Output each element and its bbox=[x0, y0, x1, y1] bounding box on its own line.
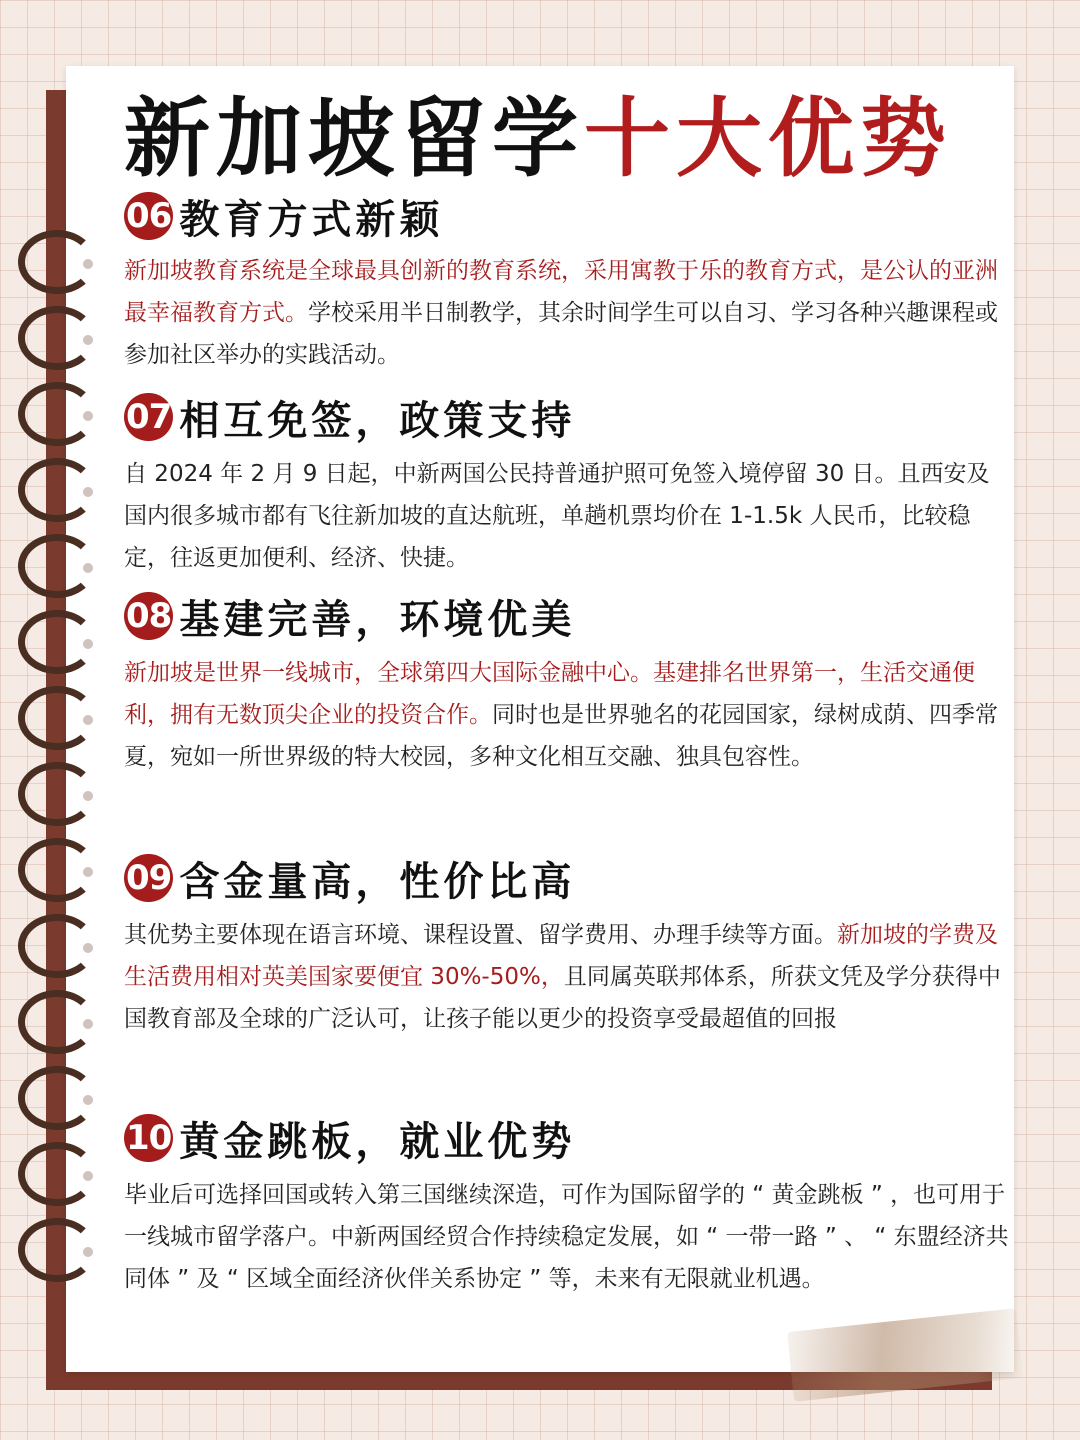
section-body bbox=[124, 1174, 1012, 1300]
section-body bbox=[124, 652, 1012, 778]
spiral-ring-icon bbox=[18, 686, 96, 750]
section-text-continued: 且同属英联邦体系，所获文凭及学分获得中国教育部及全球的广泛认可，让孩子能以更少的投资享受最超值的回报 bbox=[124, 964, 1001, 1032]
spiral-ring-icon bbox=[18, 306, 96, 370]
section-header bbox=[124, 186, 1012, 246]
section-09 bbox=[124, 848, 1012, 1040]
section-body bbox=[124, 914, 1012, 1040]
section-header bbox=[124, 1108, 1012, 1168]
spiral-ring-icon bbox=[18, 230, 96, 294]
section-heading: 黄金跳板，就业优势 bbox=[179, 1118, 576, 1165]
spiral-ring-icon bbox=[18, 914, 96, 978]
section-text: 其优势主要体现在语言环境、课程设置、留学费用、办理手续等方面。 bbox=[124, 922, 837, 948]
section-heading: 相互免签，政策支持 bbox=[179, 397, 576, 444]
spiral-ring-icon bbox=[18, 1142, 96, 1206]
section-10 bbox=[124, 1108, 1012, 1300]
spiral-ring-icon bbox=[18, 838, 96, 902]
section-highlight-text: 新加坡的学费及生活费用相对英美国家要便宜 30%-50%， bbox=[124, 922, 998, 990]
section-text: 同时也是世界驰名的花园国家，绿树成荫、四季常夏，宛如一所世界级的特大校园，多种文化相互交融、独具包容性。 bbox=[124, 702, 998, 770]
title-main: 新加坡留学 bbox=[124, 89, 584, 189]
section-text: 毕业后可选择回国或转入第三国继续深造，可作为国际留学的 “ 黄金跳板 ” ，也可用于一线城市留学落户。中新两国经贸合作持续稳定发展，如 “ 一带一路 ” 、 “ 东盟经济共同体 ” 及 “ 区域全面经济伙伴关系协定 ” 等，未来有无限就业机遇。 bbox=[124, 1182, 1009, 1292]
section-text: 学校采用半日制教学，其余时间学生可以自习、学习各种兴趣课程或参加社区举办的实践活动。 bbox=[124, 300, 998, 368]
section-heading: 基建完善，环境优美 bbox=[179, 596, 576, 643]
section-heading: 含金量高，性价比高 bbox=[179, 858, 576, 905]
section-number-badge: 06 bbox=[124, 192, 173, 240]
section-highlight-text: 新加坡是世界一线城市，全球第四大国际金融中心。基建排名世界第一，生活交通便利，拥有无数顶尖企业的投资合作。 bbox=[124, 660, 975, 728]
section-number-badge: 10 bbox=[124, 1114, 173, 1162]
spiral-ring-icon bbox=[18, 458, 96, 522]
spiral-ring-icon bbox=[18, 762, 96, 826]
section-header bbox=[124, 387, 1012, 447]
spiral-ring-icon bbox=[18, 534, 96, 598]
section-text: 自 2024 年 2 月 9 日起，中新两国公民持普通护照可免签入境停留 30 日。且西安及国内很多城市都有飞往新加坡的直达航班，单趟机票均价在 1-1.5k 人民币，比较稳定，往返更加便利、经济、快捷。 bbox=[124, 461, 990, 571]
section-number-badge: 07 bbox=[124, 393, 173, 441]
section-08 bbox=[124, 586, 1012, 778]
section-06 bbox=[124, 186, 1012, 376]
spiral-ring-icon bbox=[18, 382, 96, 446]
spiral-ring-icon bbox=[18, 990, 96, 1054]
page-title bbox=[124, 84, 1004, 194]
spiral-ring-icon bbox=[18, 1066, 96, 1130]
section-heading: 教育方式新颖 bbox=[179, 196, 444, 243]
title-accent: 十大优势 bbox=[584, 89, 952, 189]
section-highlight-text: 新加坡教育系统是全球最具创新的教育系统，采用寓教于乐的教育方式，是公认的亚洲最幸福教育方式。 bbox=[124, 258, 998, 326]
section-body bbox=[124, 250, 1012, 376]
spiral-ring-icon bbox=[18, 610, 96, 674]
section-number-badge: 09 bbox=[124, 854, 173, 902]
section-07 bbox=[124, 387, 1012, 579]
spiral-binding bbox=[18, 230, 108, 1290]
section-header bbox=[124, 848, 1012, 908]
section-number-badge: 08 bbox=[124, 592, 173, 640]
spiral-ring-icon bbox=[18, 1218, 96, 1282]
section-body bbox=[124, 453, 1012, 579]
section-header bbox=[124, 586, 1012, 646]
